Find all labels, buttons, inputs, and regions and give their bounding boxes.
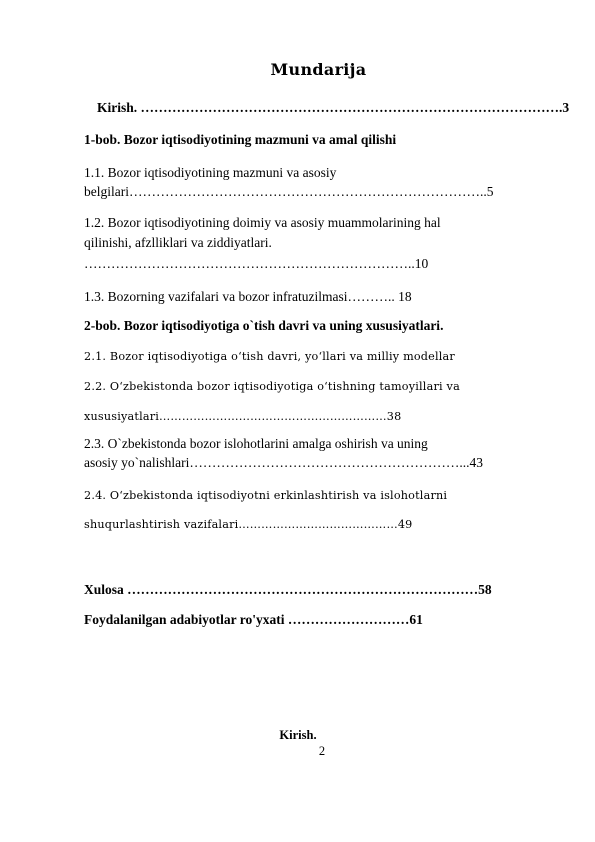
toc-entry-2-2-line1: 2.2. O‘zbekistonda bozor iqtisodiyotiga o‘tishning tamoyillari va (84, 380, 460, 393)
toc-entry-1-1-line2: belgilari……………………………………………………………………..5 (84, 184, 494, 199)
toc-chapter-2: 2-bob. Bozor iqtisodiyotiga o`tish davri va uning xususiyatlari. (84, 318, 444, 333)
toc-entry-2-4-line1: 2.4. O‘zbekistonda iqtisodiyotni erkinlashtirish va islohotlarni (84, 489, 448, 502)
toc-chapter-1: 1-bob. Bozor iqtisodiyotining mazmuni va amal qilishi (84, 132, 397, 147)
toc-entry-references: Foydalanilgan adabiyotlar ro'yxati ………………………61 (84, 612, 423, 627)
page-number: 2 (318, 744, 326, 758)
toc-entry-2-4-line2: shuqurlashtirish vazifalari……………………………………49 (84, 518, 413, 531)
page-title: Mundarija (270, 60, 367, 79)
toc-entry-conclusion: Xulosa ……………………………………………………………………58 (84, 582, 492, 597)
toc-entry-2-1: 2.1. Bozor iqtisodiyotiga o‘tish davri, yo‘llari va milliy modellar (84, 350, 455, 363)
toc-entry-2-2-line2: xususiyatlari……………………………………………………38 (84, 410, 402, 423)
toc-entry-1-3: 1.3. Bozorning vazifalari va bozor infratuzilmasi……….. 18 (84, 289, 412, 304)
toc-entry-intro: Kirish. ………………………………………………………………………………….3 (97, 100, 570, 115)
toc-entry-1-2-line1: 1.2. Bozor iqtisodiyotining doimiy va asosiy muammolarining hal (84, 215, 441, 230)
toc-entry-1-2-line3: ………………………………………………………………..10 (84, 256, 429, 271)
toc-entry-1-1-line1: 1.1. Bozor iqtisodiyotining mazmuni va asosiy (84, 165, 337, 180)
toc-entry-2-3-line1: 2.3. O`zbekistonda bozor islohotlarini amalga oshirish va uning (84, 436, 428, 451)
toc-entry-1-2-line2: qilinishi, afzlliklari va ziddiyatlari. (84, 235, 272, 250)
footer-heading: Kirish. (279, 728, 317, 742)
toc-entry-2-3-line2: asosiy yo`nalishlari……………………………………………………...43 (84, 455, 483, 470)
